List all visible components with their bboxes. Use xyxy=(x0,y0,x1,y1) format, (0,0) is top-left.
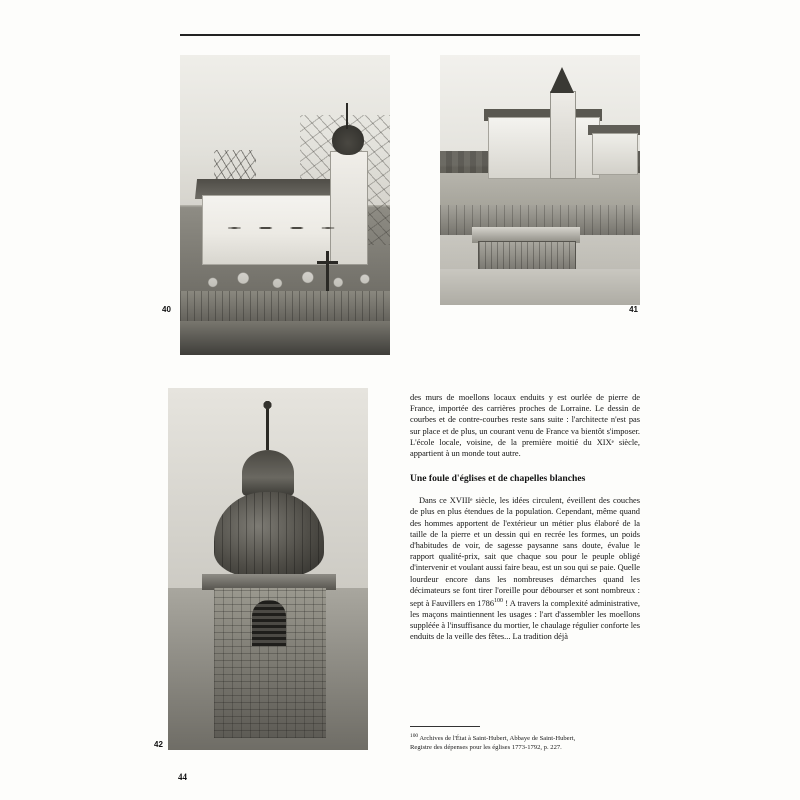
footnote-reference: 100 xyxy=(494,598,504,605)
nave-windows xyxy=(220,215,340,241)
paragraph-body-continued: ! A travers la complexité administrative, les maçons maintiennent les usages : l'art d'assembler les moellons suppléée à l'insuffisance du mortier, le chaulage régulier conforte les enduits de la veille des fêtes... La tradition déjà xyxy=(410,598,640,642)
footnote-marker: 100 xyxy=(410,733,419,739)
bulb-roof xyxy=(332,125,364,155)
paragraph-body xyxy=(410,495,640,642)
footnote-line-1: Archives de l'État à Saint-Hubert, Abbaye de Saint-Hubert, xyxy=(418,735,576,743)
figure-40-number: 40 xyxy=(162,305,171,314)
section-heading: Une foule d'églises et de chapelles blanches xyxy=(410,473,586,485)
road-foreground xyxy=(440,269,640,305)
belfry-louvre xyxy=(252,600,286,646)
cemetery-graves xyxy=(190,253,380,295)
spire-finial xyxy=(346,103,348,129)
figure-41-number: 41 xyxy=(629,305,638,314)
footnote-line-2: Registre des dépenses pour les églises 1773-1792, p. 227. xyxy=(410,743,562,751)
figure-41-photo xyxy=(440,55,640,305)
figure-40-photo xyxy=(180,55,390,305)
steeple-spire xyxy=(550,67,574,93)
header-rule xyxy=(180,34,640,36)
figure-41 xyxy=(440,55,640,314)
church-tower xyxy=(550,91,576,179)
church-tower xyxy=(330,151,368,265)
paragraph-body-text: Dans ce XVIIIᵉ siècle, les idées circulent, éveillent des couches de plus en plus étendues de la population. Cependant, même quand des hommes apportent de l'extérieur un métier plus élaboré de la taille de la pierre et un dessin qui en recrée les formes, un poids d'habitudes de voir, de sagesse paysanne sans doute, évalue le rapport qualité-prix, sait que chaque sou pour le peuple obligé d'intervenir et voulant aussi faire beau, est un sou qui se paie. Quelle lourdeur encore dans les nombreuses démarches quand les décimateurs se font tirer l'oreille pour débourser et sont nombreux : sept à Fauvillers en 1786 xyxy=(410,496,640,608)
figure-42-photo xyxy=(168,388,368,750)
page-number: 44 xyxy=(178,772,187,782)
figure-42-number: 42 xyxy=(154,740,163,749)
footnote-separator xyxy=(410,726,480,727)
figure-42 xyxy=(154,388,368,750)
foreground-ground xyxy=(180,321,390,355)
cemetery-wall xyxy=(180,291,390,325)
figure-40 xyxy=(162,55,390,314)
lantern-section xyxy=(242,450,294,496)
village-house xyxy=(592,133,638,175)
paragraph-continuation: des murs de moellons locaux enduits y est ourlée de pierre de France, importée des carrières proches de Lorraine. Le dessin de courbes et de contre-courbes reste sans suite : l'architecte n'est pas sur place et de plus, un courant venu de France va bientôt s'imposer. L'école locale, voisine, de la première moitié du XIXᵉ siècle, appartient à un monde tout autre. xyxy=(410,393,640,459)
footnote-block xyxy=(410,732,640,752)
bulb-dome xyxy=(214,492,324,578)
cross-finial-icon xyxy=(266,406,269,450)
church-body xyxy=(488,117,600,179)
text-column xyxy=(410,392,640,643)
